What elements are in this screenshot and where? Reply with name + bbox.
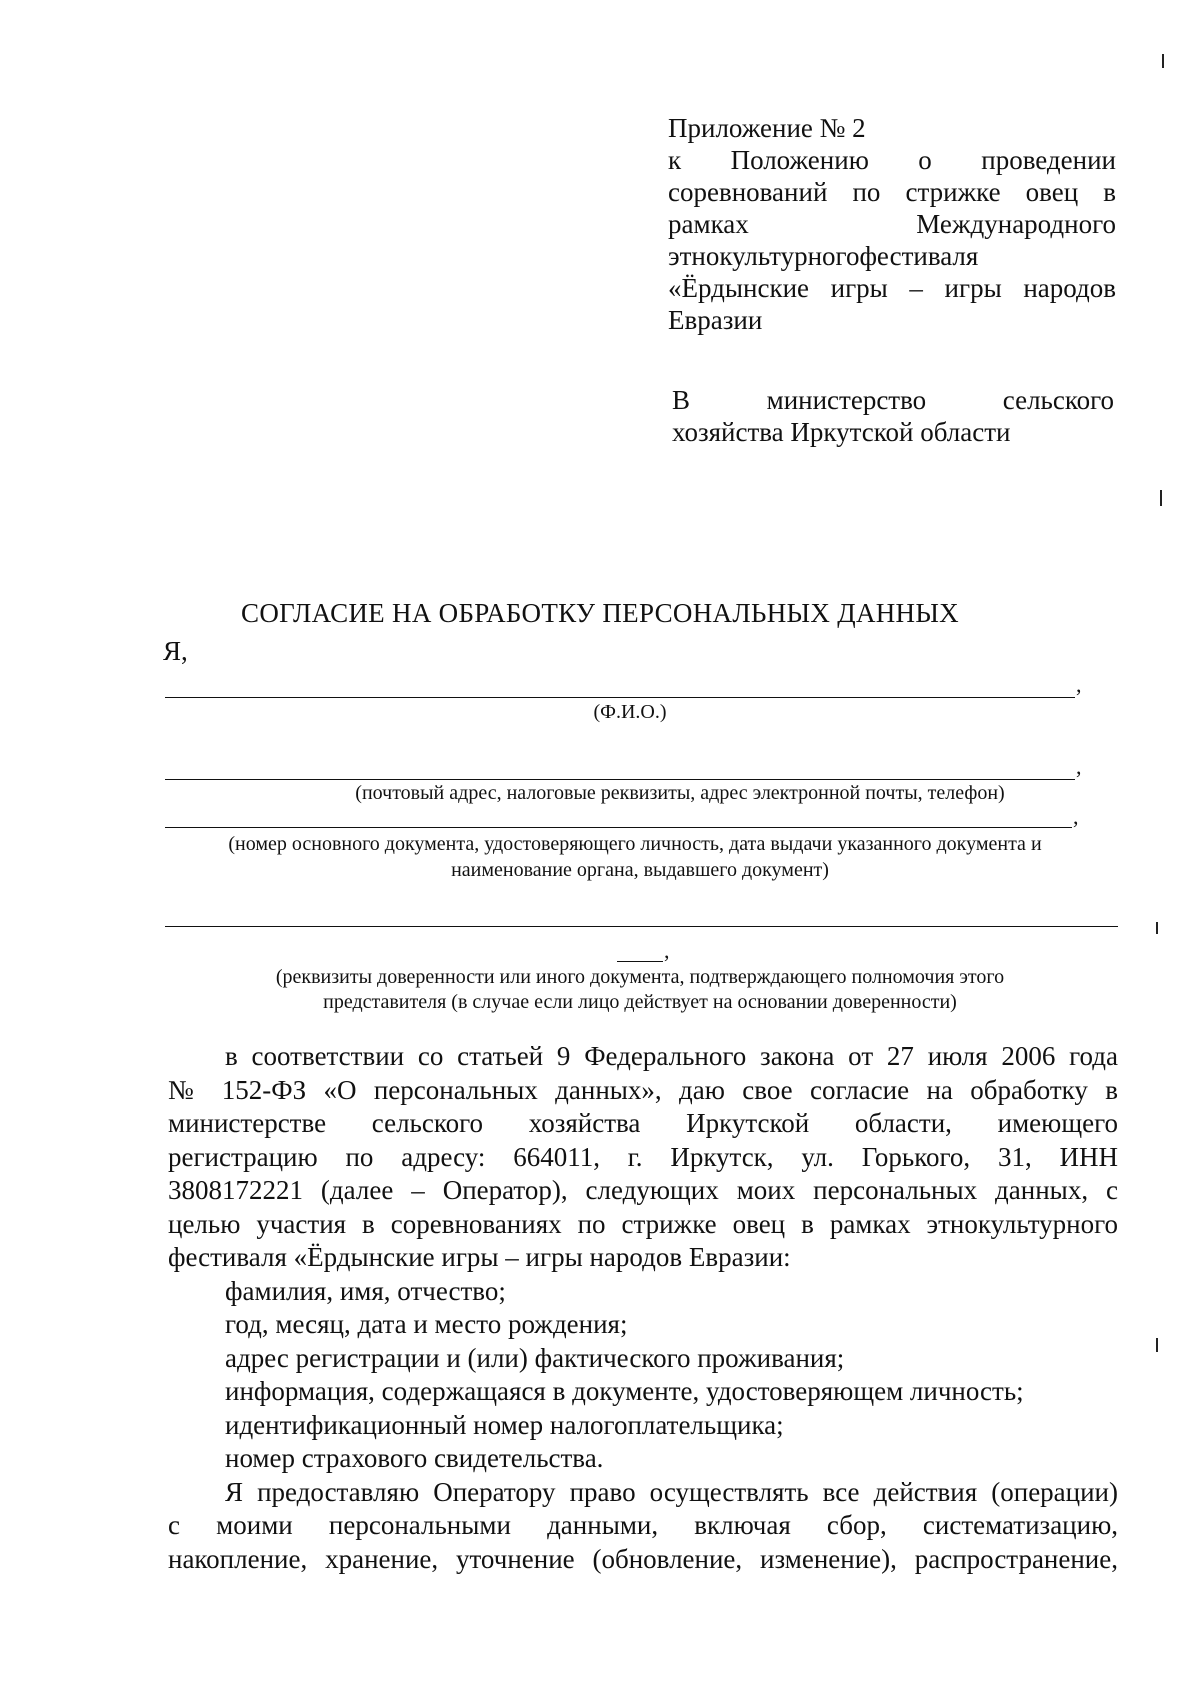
proxy-fill-line-short[interactable] <box>617 961 663 962</box>
proxy-caption-2: представителя (в случае если лицо действует на основании доверенности) <box>323 991 957 1013</box>
paragraph-line: целью участия в соревнованиях по стрижке овец в рамках этнокультурного <box>168 1208 1118 1239</box>
scan-edge-mark <box>1156 1338 1158 1352</box>
paragraph-line: с моими персональными данными, включая сбор, систематизацию, <box>168 1510 1118 1540</box>
paragraph-line: накопление, хранение, уточнение (обновление, изменение), распространение, <box>168 1543 1118 1574</box>
proxy-comma: , <box>664 938 670 963</box>
paragraph-line: № 152-ФЗ «О персональных данных», даю свое согласие на обработку в <box>168 1074 1118 1105</box>
paragraph-line: министерстве сельского хозяйства Иркутской области, имеющего <box>168 1108 1118 1138</box>
addressee-line: хозяйства Иркутской области <box>672 417 1011 447</box>
consent-body <box>168 1040 1118 1576</box>
document-comma: , <box>1073 804 1079 829</box>
appendix-line: Приложение № 2 <box>668 113 866 143</box>
paragraph-line: регистрацию по адресу: 664011, г. Иркутск, ул. Горького, 31, ИНН <box>168 1141 1118 1172</box>
address-comma: , <box>1076 754 1082 779</box>
document-title: СОГЛАСИЕ НА ОБРАБОТКУ ПЕРСОНАЛЬНЫХ ДАННЫХ <box>241 598 959 628</box>
appendix-header <box>668 112 1116 336</box>
addressee-line: В министерство сельского <box>672 385 1114 415</box>
appendix-line: «Ёрдынские игры – игры народов <box>668 273 1116 303</box>
appendix-line: этнокультурногофестиваля <box>668 241 979 271</box>
appendix-line: соревнований по стрижке овец в <box>668 177 1116 207</box>
scan-edge-mark <box>1162 54 1164 68</box>
paragraph-line: в соответствии со статьей 9 Федерального закона от 27 июля 2006 года <box>225 1041 1118 1071</box>
document-caption-2: наименование органа, выдавшего документ) <box>451 859 829 881</box>
list-item: информация, содержащаяся в документе, удостоверяющем личность; <box>225 1376 1024 1406</box>
list-item: фамилия, имя, отчество; <box>225 1275 506 1306</box>
list-item: идентификационный номер налогоплательщика; <box>225 1409 784 1440</box>
scan-edge-mark <box>1160 490 1162 506</box>
address-fill-line[interactable] <box>165 779 1075 780</box>
appendix-line: к Положению о проведении <box>668 145 1116 175</box>
paragraph-line: фестиваля «Ёрдынские игры – игры народов Евразии: <box>168 1242 791 1272</box>
appendix-line: Евразии <box>668 305 763 335</box>
fio-caption: (Ф.И.О.) <box>593 701 667 723</box>
list-item: номер страхового свидетельства. <box>225 1443 604 1473</box>
address-caption: (почтовый адрес, налоговые реквизиты, адрес электронной почты, телефон) <box>355 782 1005 804</box>
appendix-line: рамках Международного <box>668 209 1116 239</box>
paragraph-line: 3808172221 (далее – Оператор), следующих моих персональных данных, с <box>168 1175 1118 1205</box>
proxy-caption-1: (реквизиты доверенности или иного документа, подтверждающего полномочия этого <box>275 966 1005 988</box>
ya-label: Я, <box>163 636 188 666</box>
fio-fill-line[interactable] <box>165 697 1075 698</box>
document-fill-line[interactable] <box>165 827 1072 828</box>
paragraph-line: Я предоставляю Оператору право осуществлять все действия (операции) <box>225 1476 1118 1507</box>
proxy-fill-line[interactable] <box>165 926 1118 927</box>
scan-edge-mark <box>1156 922 1158 934</box>
list-item: год, месяц, дата и место рождения; <box>225 1309 628 1339</box>
document-caption-1: (номер основного документа, удостоверяющего личность, дата выдачи указанного документа и <box>228 833 1042 855</box>
fio-comma: , <box>1076 672 1082 697</box>
list-item: адрес регистрации и (или) фактического проживания; <box>225 1342 845 1373</box>
addressee <box>672 384 1114 448</box>
